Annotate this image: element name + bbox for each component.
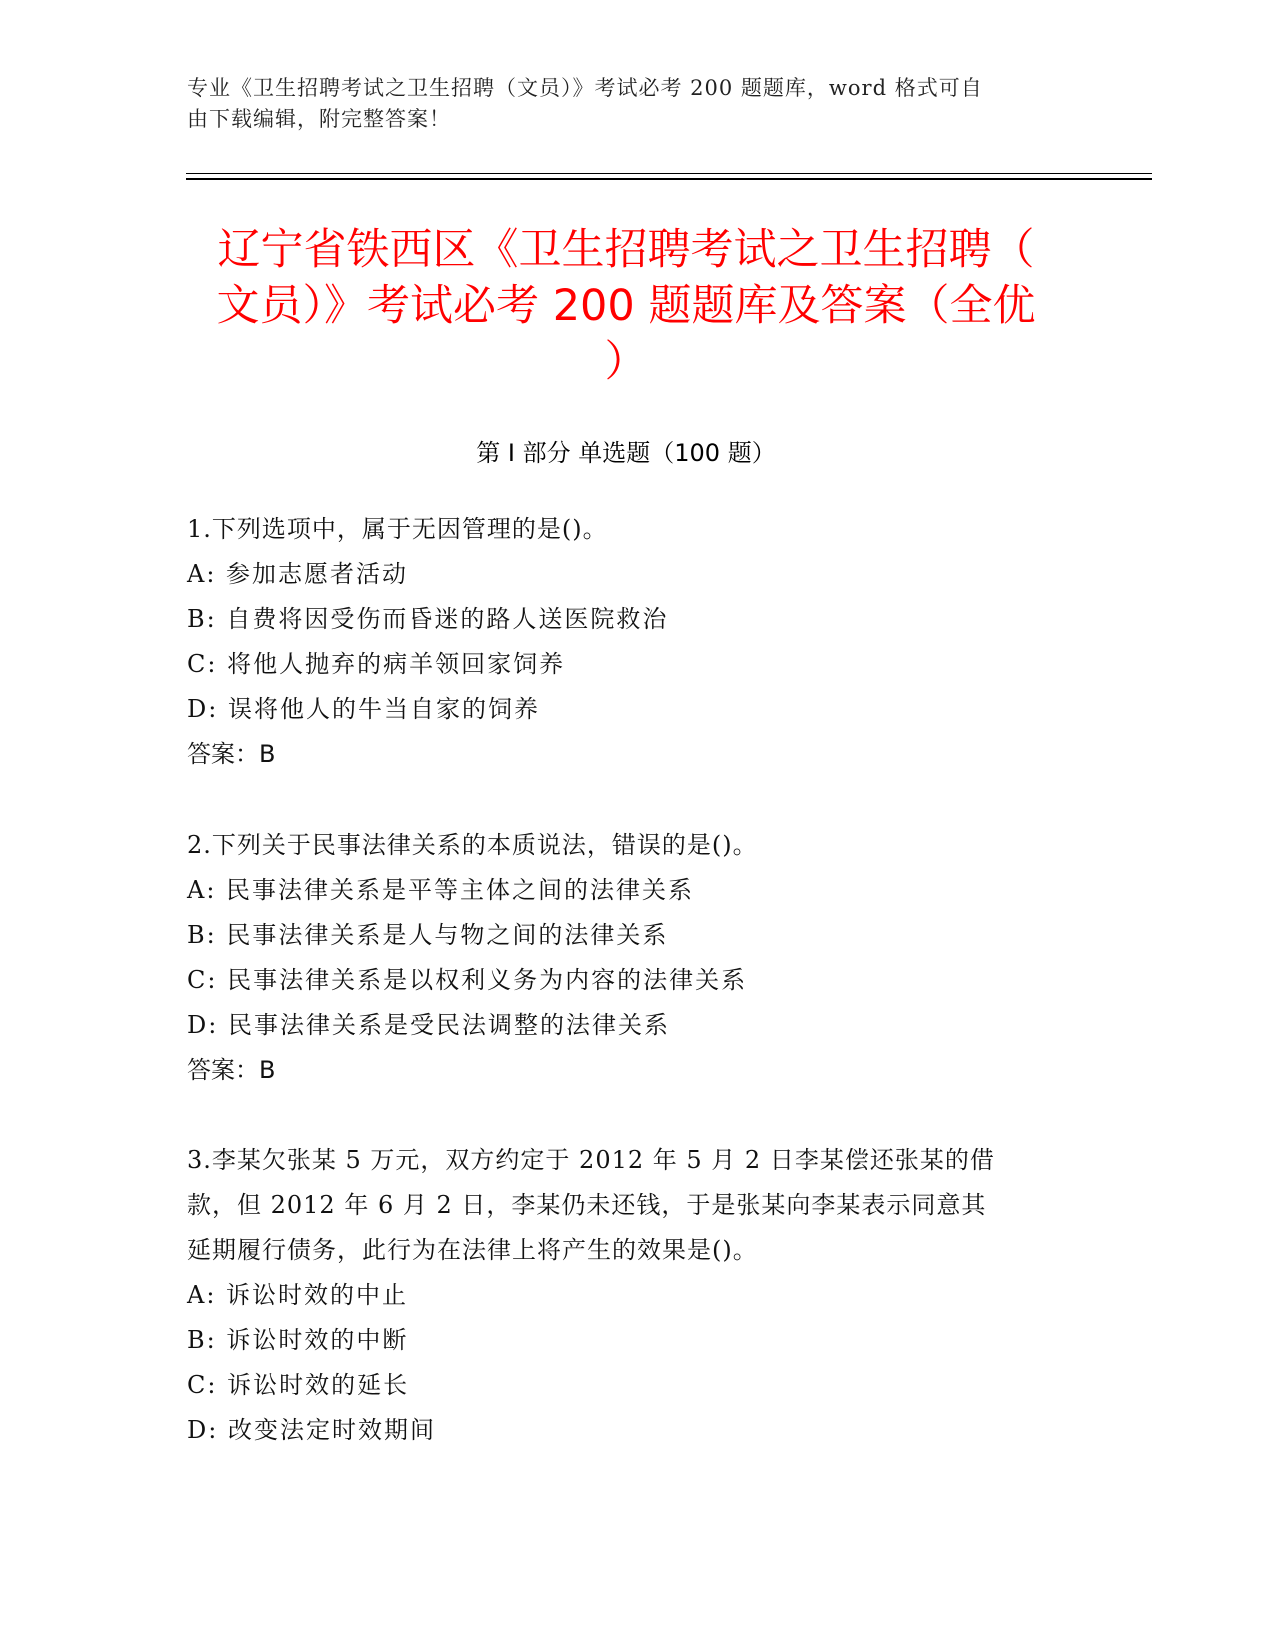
question-3: [187, 1138, 1067, 1453]
option-b: B: 自费将因受伤而昏迷的路人送医院救治: [187, 605, 669, 633]
option-c: C: 民事法律关系是以权利义务为内容的法律关系: [187, 966, 748, 994]
option-c: C: 将他人抛弃的病羊领回家饲养: [187, 650, 566, 678]
option-a: A: 诉讼时效的中止: [187, 1281, 409, 1309]
option-b: B: 民事法律关系是人与物之间的法律关系: [187, 921, 669, 949]
document-title: [186, 222, 1066, 390]
answer: 答案：B: [187, 740, 276, 768]
option-d: D: 民事法律关系是受民法调整的法律关系: [187, 1011, 670, 1039]
option-d: D: 改变法定时效期间: [187, 1416, 436, 1444]
title-line: ）: [604, 337, 648, 387]
header-note-line: 专业《卫生招聘考试之卫生招聘（文员）》考试必考 200 题题库，word 格式可自: [187, 76, 983, 100]
question-stem: 1.下列选项中，属于无因管理的是()。: [187, 515, 608, 543]
title-line: 文员）》考试必考 200 题题库及答案（全优: [216, 281, 1036, 331]
question-stem: 款，但 2012 年 6 月 2 日，李某仍未还钱，于是张某向李某表示同意其: [187, 1191, 987, 1219]
question-stem: 2.下列关于民事法律关系的本质说法，错误的是()。: [187, 831, 758, 859]
question-stem: 延期履行债务，此行为在法律上将产生的效果是()。: [187, 1236, 758, 1264]
option-a: A: 民事法律关系是平等主体之间的法律关系: [187, 876, 695, 904]
question-1: [187, 507, 1067, 777]
option-c: C: 诉讼时效的延长: [187, 1371, 410, 1399]
question-2: [187, 823, 1067, 1093]
answer: 答案：B: [187, 1056, 276, 1084]
option-b: B: 诉讼时效的中断: [187, 1326, 409, 1354]
section-heading: 第 I 部分 单选题（100 题）: [476, 439, 776, 467]
question-stem: 3.李某欠张某 5 万元，双方约定于 2012 年 5 月 2 日李某偿还张某的借: [187, 1146, 995, 1174]
header-note-line: 由下载编辑，附完整答案！: [187, 107, 451, 131]
header-divider-thin: [186, 173, 1152, 174]
header-divider-thick: [186, 178, 1152, 180]
option-a: A: 参加志愿者活动: [187, 560, 409, 588]
option-d: D: 误将他人的牛当自家的饲养: [187, 695, 540, 723]
header-note: [187, 73, 1067, 135]
title-line: 辽宁省铁西区《卫生招聘考试之卫生招聘（: [217, 225, 1035, 275]
